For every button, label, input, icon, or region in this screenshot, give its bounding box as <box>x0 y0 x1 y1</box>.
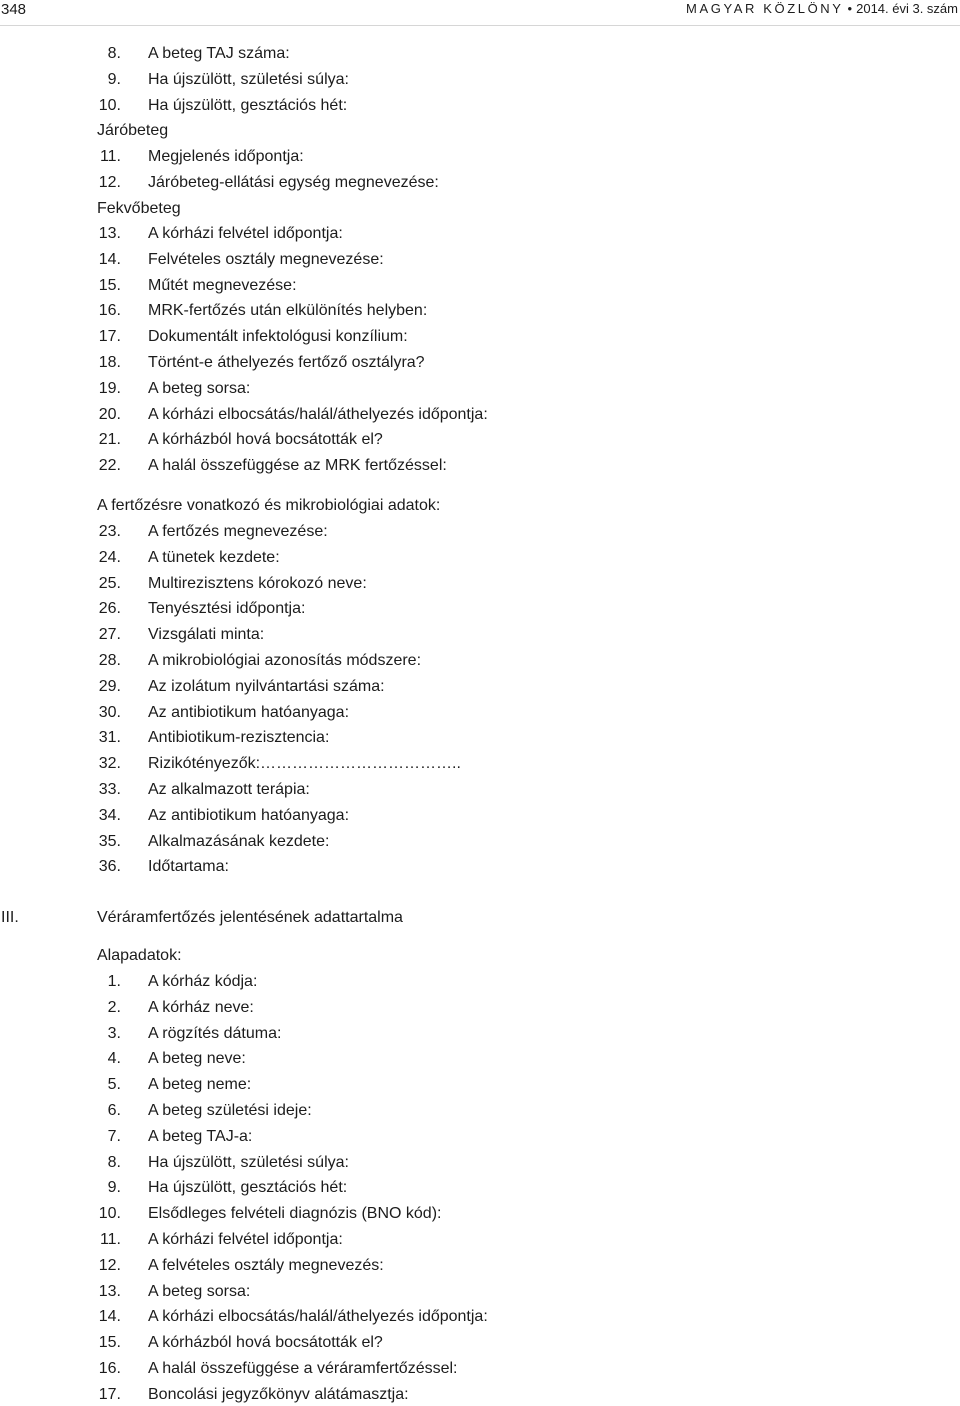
issue-label: 2014. évi 3. szám <box>856 1 958 16</box>
list-item <box>97 998 254 1018</box>
item-number: 10. <box>98 97 121 114</box>
item-number: 31. <box>98 729 121 746</box>
item-number: 9. <box>107 71 121 88</box>
item-text: A kórházi elbocsátás/halál/áthelyezés időpontja: <box>148 406 488 423</box>
list-item <box>97 651 422 671</box>
list-item <box>97 96 348 116</box>
item-text: Ha újszülött, születési súlya: <box>148 71 349 88</box>
list-item <box>97 806 350 826</box>
item-number: 15. <box>98 1334 121 1351</box>
section-roman-numeral: III. <box>1 909 19 926</box>
item-text: A beteg születési ideje: <box>148 1102 312 1119</box>
header-divider <box>0 25 960 26</box>
list-item <box>97 1178 348 1198</box>
item-text: A tünetek kezdete: <box>148 549 280 566</box>
list-item <box>97 405 488 425</box>
item-number: 14. <box>98 251 121 268</box>
item-text: Történt-e áthelyezés fertőző osztályra? <box>148 354 425 371</box>
item-text: Megjelenés időpontja: <box>148 148 304 165</box>
item-text: A beteg TAJ száma: <box>148 45 290 62</box>
item-text: Az alkalmazott terápia: <box>148 781 310 798</box>
item-text: Antibiotikum-rezisztencia: <box>148 729 330 746</box>
item-number: 11. <box>99 148 121 165</box>
list-item <box>97 70 349 90</box>
list-item <box>97 754 461 774</box>
item-number: 12. <box>98 1257 121 1274</box>
item-text: Az izolátum nyilvántartási száma: <box>148 678 385 695</box>
item-number: 17. <box>98 328 121 345</box>
list-item <box>97 574 367 594</box>
item-number: 16. <box>98 302 121 319</box>
subsection-heading: Alapadatok: <box>97 947 182 964</box>
item-number: 33. <box>98 781 121 798</box>
list-item <box>97 1127 253 1147</box>
item-text: A rögzítés dátuma: <box>148 1025 282 1042</box>
list-item <box>97 599 306 619</box>
item-text: Ha újszülött, gesztációs hét: <box>148 97 348 114</box>
list-item <box>97 1282 251 1302</box>
list-item <box>97 327 408 347</box>
item-text: A halál összefüggése az MRK fertőzéssel: <box>148 457 447 474</box>
item-text: A beteg neve: <box>148 1050 246 1067</box>
item-number: 23. <box>98 523 121 540</box>
item-number: 32. <box>98 755 121 772</box>
item-number: 29. <box>98 678 121 695</box>
list-item <box>97 522 328 542</box>
item-text: A kórházi felvétel időpontja: <box>148 1231 343 1248</box>
list-item <box>97 276 297 296</box>
item-number: 34. <box>98 807 121 824</box>
item-number: 15. <box>98 277 121 294</box>
item-number: 17. <box>98 1386 121 1403</box>
item-text: A beteg TAJ-a: <box>148 1128 253 1145</box>
item-text: Dokumentált infektológusi konzílium: <box>148 328 408 345</box>
item-text: Boncolási jegyzőkönyv alátámasztja: <box>148 1386 409 1403</box>
list-item <box>97 625 265 645</box>
item-number: 10. <box>98 1205 121 1222</box>
list-item <box>97 728 330 748</box>
list-item <box>97 1230 343 1250</box>
list-item <box>97 1359 458 1379</box>
list-item <box>97 1049 246 1069</box>
list-item <box>97 430 383 450</box>
item-text: Az antibiotikum hatóanyaga: <box>148 704 350 721</box>
item-number: 36. <box>98 858 121 875</box>
list-item <box>97 1385 409 1405</box>
item-number: 20. <box>98 406 121 423</box>
item-text: Tenyésztési időpontja: <box>148 600 306 617</box>
item-text: Elsődleges felvételi diagnózis (BNO kód): <box>148 1205 442 1222</box>
list-item <box>97 1024 282 1044</box>
item-text: Műtét megnevezése: <box>148 277 297 294</box>
item-text: Rizikótényezők:……………………………….. <box>148 755 461 772</box>
item-text: A fertőzés megnevezése: <box>148 523 328 540</box>
list-item <box>97 301 428 321</box>
list-item <box>97 677 385 697</box>
item-number: 21. <box>98 431 121 448</box>
list-item <box>97 147 304 167</box>
item-number: 2. <box>107 999 121 1016</box>
item-text: A kórházból hová bocsátották el? <box>148 431 383 448</box>
item-number: 11. <box>99 1231 121 1248</box>
list-item <box>97 353 425 373</box>
item-number: 8. <box>107 45 121 62</box>
item-number: 27. <box>98 626 121 643</box>
list-item <box>97 224 343 244</box>
item-number: 5. <box>107 1076 121 1093</box>
item-number: 24. <box>98 549 121 566</box>
item-number: 35. <box>98 833 121 850</box>
item-text: Alkalmazásának kezdete: <box>148 833 330 850</box>
item-number: 9. <box>107 1179 121 1196</box>
list-item <box>97 1153 349 1173</box>
item-number: 1. <box>107 973 121 990</box>
item-text: Járóbeteg-ellátási egység megnevezése: <box>148 174 439 191</box>
list-item <box>97 1256 384 1276</box>
item-number: 16. <box>98 1360 121 1377</box>
list-item <box>97 1307 488 1327</box>
item-number: 18. <box>98 354 121 371</box>
item-number: 13. <box>98 225 121 242</box>
item-text: A kórházi elbocsátás/halál/áthelyezés időpontja: <box>148 1308 488 1325</box>
item-text: A mikrobiológiai azonosítás módszere: <box>148 652 422 669</box>
item-text: Multirezisztens kórokozó neve: <box>148 575 367 592</box>
item-text: Időtartama: <box>148 858 229 875</box>
list-item <box>97 780 310 800</box>
list-item <box>97 1075 252 1095</box>
list-item <box>97 379 251 399</box>
item-number: 7. <box>107 1128 121 1145</box>
item-number: 26. <box>98 600 121 617</box>
page-header <box>0 0 960 26</box>
item-text: A kórházi felvétel időpontja: <box>148 225 343 242</box>
section-heading-jarobeteg: Járóbeteg <box>97 122 169 139</box>
item-text: A kórházból hová bocsátották el? <box>148 1334 383 1351</box>
item-number: 4. <box>107 1050 121 1067</box>
item-number: 14. <box>98 1308 121 1325</box>
item-text: A beteg sorsa: <box>148 1283 251 1300</box>
item-text: Felvételes osztály megnevezése: <box>148 251 384 268</box>
section-heading-fekvobeteg: Fekvőbeteg <box>97 200 181 217</box>
item-number: 6. <box>107 1102 121 1119</box>
list-item <box>97 703 350 723</box>
page-number: 348 <box>1 1 27 18</box>
item-number: 19. <box>98 380 121 397</box>
item-text: Vizsgálati minta: <box>148 626 265 643</box>
item-number: 12. <box>98 174 121 191</box>
item-text: MRK-fertőzés után elkülönítés helyben: <box>148 302 428 319</box>
item-text: A beteg sorsa: <box>148 380 251 397</box>
item-text: A kórház kódja: <box>148 973 258 990</box>
journal-name: MAGYAR KÖZLÖNY <box>686 1 844 16</box>
item-text: Ha újszülött, gesztációs hét: <box>148 1179 348 1196</box>
list-item <box>97 1101 312 1121</box>
item-number: 30. <box>98 704 121 721</box>
bullet-separator: • <box>847 1 853 16</box>
item-number: 28. <box>98 652 121 669</box>
item-text: A felvételes osztály megnevezés: <box>148 1257 384 1274</box>
item-number: 3. <box>107 1025 121 1042</box>
list-item <box>97 456 447 476</box>
list-item <box>97 1333 383 1353</box>
item-number: 25. <box>98 575 121 592</box>
item-text: Az antibiotikum hatóanyaga: <box>148 807 350 824</box>
list-item <box>97 832 330 852</box>
item-text: A beteg neme: <box>148 1076 252 1093</box>
running-title <box>686 1 958 16</box>
item-number: 13. <box>98 1283 121 1300</box>
list-item <box>97 1204 442 1224</box>
list-item <box>97 972 258 992</box>
list-item <box>97 173 439 193</box>
list-item <box>97 44 290 64</box>
list-item <box>97 548 280 568</box>
list-item <box>97 250 384 270</box>
item-number: 8. <box>107 1154 121 1171</box>
item-text: A halál összefüggése a véráramfertőzéssel: <box>148 1360 458 1377</box>
item-text: A kórház neve: <box>148 999 254 1016</box>
item-number: 22. <box>98 457 121 474</box>
item-text: Ha újszülött, születési súlya: <box>148 1154 349 1171</box>
section-heading-micro: A fertőzésre vonatkozó és mikrobiológiai adatok: <box>97 497 441 514</box>
list-item <box>97 857 229 877</box>
section-title: Véráramfertőzés jelentésének adattartalma <box>97 909 403 926</box>
